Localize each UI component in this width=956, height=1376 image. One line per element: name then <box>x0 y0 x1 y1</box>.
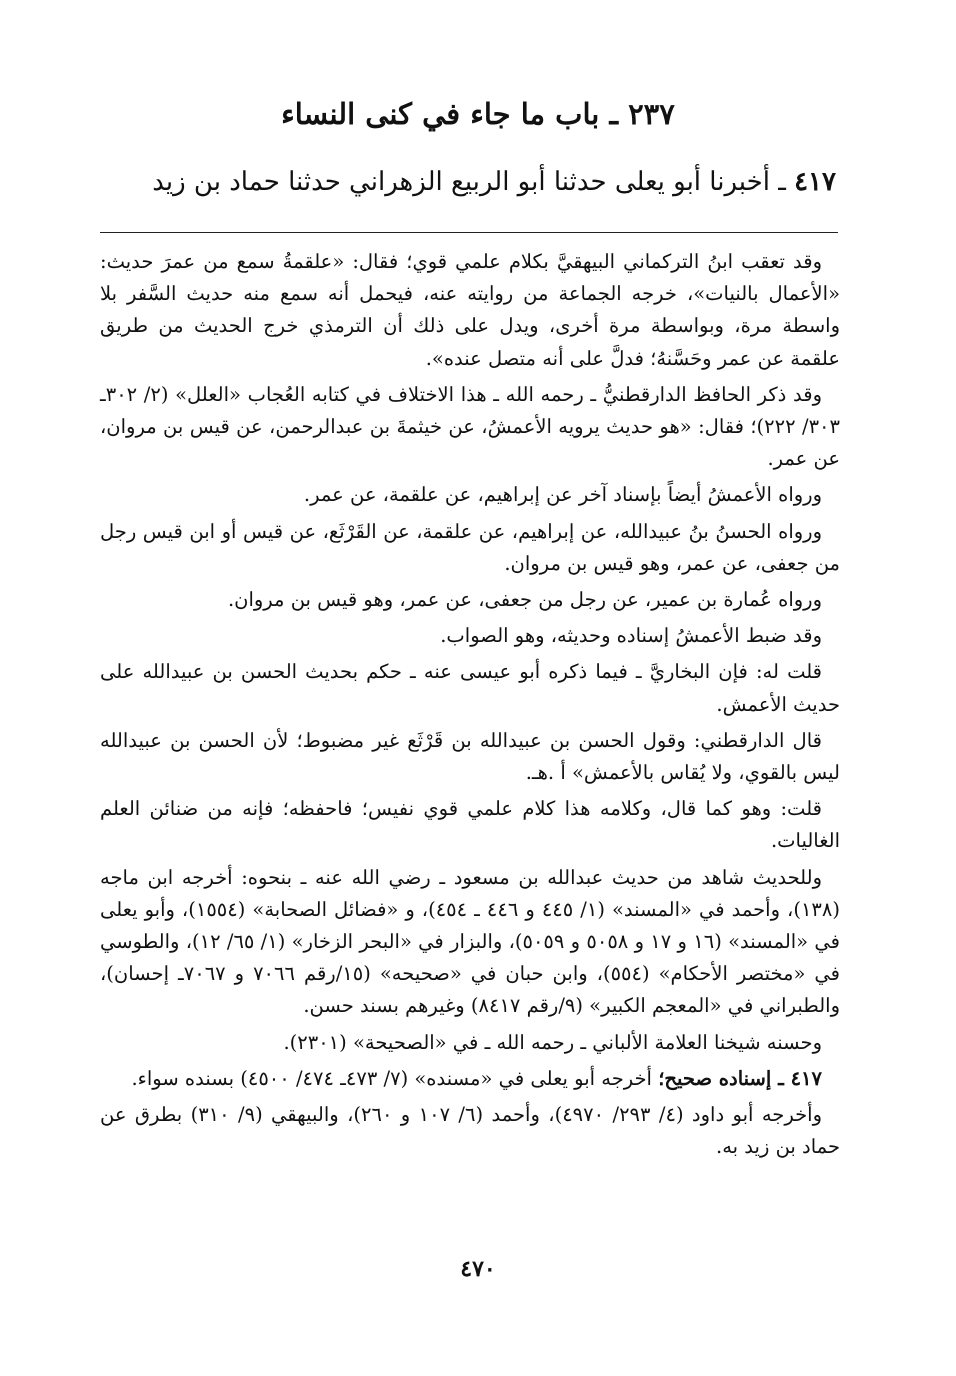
footnote-paragraph <box>100 1063 840 1095</box>
hadith-text-line <box>100 160 836 204</box>
footnote-text: وقد ذكر الحافظ الدارقطنيُّ ـ رحمه الله ـ هذا الاختلاف في كتابه العُجاب «العلل» (٢/ ٣٠٢ـ ٣٠٣/ ٢٢٢)؛ فقال: «هو حديث يرويه الأعمشُ، عن خيثمةَ بن عبدالرحمن، عن قيس بن مروان، عن عمر. <box>100 382 840 471</box>
footnote-paragraph <box>100 862 840 1023</box>
footnote-paragraph <box>100 479 840 511</box>
footnote-paragraph <box>100 1027 840 1059</box>
footnote-text: وقد تعقب ابنُ التركماني البيهقيَّ بكلام علمي قوي؛ فقال: «علقمةُ سمع من عمرَ حديث: «الأعمال بالنيات»، خرجه الجماعة من روايته عنه، فيحمل أنه سمع منه حديث السَّفر بلا واسطة مرة، وبواسطة مرة أخرى، ويدل على ذلك أن الترمذي خرج الحديث من طريق علقمة عن عمر وحَسَّنهُ؛ فدلَّ على أنه متصل عنده». <box>100 250 840 370</box>
footnote-divider <box>100 232 838 233</box>
footnote-paragraph <box>100 656 840 720</box>
page-number: ٤٧٠ <box>460 1256 496 1282</box>
footnote-paragraph <box>100 379 840 476</box>
footnote-text: ورواه الأعمشُ أيضاً بإسناد آخر عن إبراهيم، عن علقمة، عن عمر. <box>303 483 822 507</box>
footnote-text: ورواه الحسنُ بنُ عبيدالله، عن إبراهيم، عن علقمة، عن القَرْثَع، عن قيس أو ابن قيس رجل من جعفى، عن عمر، وهو قيس بن مروان. <box>100 519 840 575</box>
footnote-text: وللحديث شاهد من حديث عبدالله بن مسعود ـ رضي الله عنه ـ بنحوه: أخرجه ابن ماجه (١٣٨)، وأحمد في «المسند» (١/ ٤٤٥ و ٤٤٦ ـ ٤٥٤)، و «فضائل الصحابة» (١٥٥٤)، وأبو يعلى في «المسند» (١٦ و ١٧ و ٥٠٥٨ و ٥٠٥٩)، والبزار في «البحر الزخار» (١/ ٦٥/ ١٢)، والطوسي في «مختصر الأحكام» (٥٥٤)، وابن حبان في «صحيحه» (١٥/رقم ٧٠٦٦ و ٧٠٦٧ـ إحسان)، والطبراني في «المعجم الكبير» (٩/رقم ٨٤١٧) وغيرهم بسند حسن. <box>100 865 840 1018</box>
footnote-text: وقد ضبط الأعمشُ إسناده وحديثه، وهو الصواب. <box>440 624 822 648</box>
hadith-text: ـ أخبرنا أبو يعلى حدثنا أبو الربيع الزهراني حدثنا حماد بن زيد <box>152 167 795 197</box>
footnote-paragraph <box>100 620 840 652</box>
footnote-text: وحسنه شيخنا العلامة الألباني ـ رحمه الله ـ في «الصحيحة» (٢٣٠١). <box>283 1030 822 1054</box>
footnote-paragraph <box>100 584 840 616</box>
footnote-paragraph <box>100 246 840 375</box>
footnote-text: قال الدارقطني: وقول الحسن بن عبيدالله بن قَرْثَع غير مضبوط؛ لأن الحسن بن عبيدالله ليس بالقوي، ولا يُقاس بالأعمش» أ .هـ. <box>100 728 840 785</box>
footnote-text: قلت: وهو كما قال، وكلامه هذا كلام علمي قوي نفيس؛ فاحفظه؛ فإنه من ضنائن العلم الغاليات. <box>100 797 840 853</box>
footnote-text: وأخرجه أبو داود (٤/ ٢٩٣/ ٤٩٧٠)، وأحمد (٦/ ١٠٧ و ٢٦٠)، والبيهقي (٩/ ٣١٠) بطرق عن حماد بن زيد به. <box>100 1103 840 1159</box>
footnote-lead: ٤١٧ ـ إسناده صحيح؛ <box>658 1066 822 1090</box>
hadith-number: ٤١٧ <box>794 167 836 197</box>
chapter-title: ٢٣٧ ـ باب ما جاء في كنى النساء <box>281 97 675 131</box>
footnote-paragraph <box>100 793 840 857</box>
footnote-paragraph <box>100 725 840 789</box>
footnote-text: ورواه عُمارة بن عمير، عن رجل من جعفى، عن عمر، وهو قيس بن مروان. <box>227 588 822 612</box>
footnotes-block <box>100 246 840 1167</box>
footnote-paragraph <box>100 516 840 580</box>
footnote-paragraph <box>100 1099 840 1163</box>
footnote-text: قلت له: فإن البخاريَّ ـ فيما ذكره أبو عيسى عنه ـ حكم بحديث الحسن بن عبيدالله على حديث الأعمش. <box>100 660 840 716</box>
footnote-text: أخرجه أبو يعلى في «مسنده» (٧/ ٤٧٣ـ ٤٧٤/ ٤٥٠٠) بسنده سواء. <box>131 1066 659 1090</box>
